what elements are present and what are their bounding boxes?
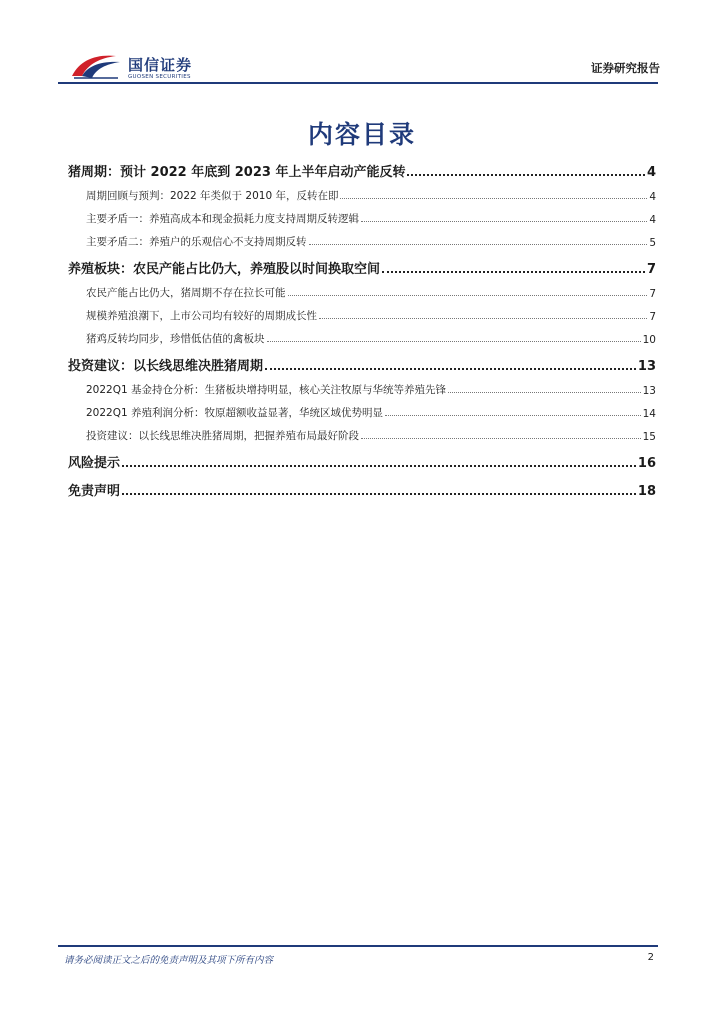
toc-leader-dots [361,438,641,439]
toc-entry-page: 18 [637,484,656,499]
toc-entry-page: 16 [637,456,656,471]
toc-entry-page: 7 [649,311,656,323]
report-type-label: 证券研究报告 [591,61,660,75]
guosen-logo [70,50,230,82]
toc-entry-page: 4 [649,191,656,203]
toc-leader-dots [448,392,641,393]
page-number: 2 [647,952,654,963]
footer-divider [58,945,658,947]
toc-entry-subsection[interactable] [68,420,656,443]
toc-entry-subsection[interactable] [68,300,656,323]
toc-entry-label: 农民产能占比仍大，猪周期不存在拉长可能 [86,287,286,299]
toc-entry-page: 4 [649,214,656,226]
toc-entry-subsection[interactable] [68,323,656,346]
toc-leader-dots [122,465,636,467]
toc-entry-label: 2022Q1 基金持仓分析：生猪板块增持明显，核心关注牧原与华统等养殖先锋 [86,384,447,396]
toc-title: 内容目录 [307,120,416,149]
toc-entry-page: 7 [646,262,656,277]
toc-entry-section[interactable] [68,346,656,374]
toc-entry-section[interactable] [68,152,656,180]
toc-leader-dots [361,221,647,222]
brand-name-en: GUOSEN SECURITIES [128,74,191,80]
toc-leader-dots [319,318,647,319]
toc-entry-page: 13 [642,385,656,397]
toc-entry-label: 猪周期：预计 2022 年底到 2023 年上半年启动产能反转 [68,165,406,180]
toc-entry-page: 7 [649,288,656,300]
toc-entry-label: 免责声明 [68,484,121,499]
toc-leader-dots [407,174,644,176]
toc-entry-page: 15 [642,431,656,443]
toc-entry-label: 规模养殖浪潮下，上市公司均有较好的周期成长性 [86,310,317,322]
page-header [60,44,660,84]
toc-entry-label: 2022Q1 养殖利润分析：牧原超额收益显著，华统区域优势明显 [86,407,384,419]
toc-leader-dots [382,271,645,273]
toc-entry-label: 投资建议：以长线思维决胜猪周期 [68,359,264,374]
toc-entry-label: 风险提示 [68,456,121,471]
disclaimer-note: 请务必阅读正文之后的免责声明及其项下所有内容 [64,955,274,966]
toc-leader-dots [340,198,647,199]
toc-entry-subsection[interactable] [68,203,656,226]
toc-leader-dots [288,295,648,296]
toc-entry-page: 5 [649,237,656,249]
guosen-logo-icon [70,52,122,80]
toc-entry-label: 猪鸡反转均同步，珍惜低估值的禽板块 [86,333,265,345]
toc-entry-subsection[interactable] [68,277,656,300]
toc-entry-label: 养殖板块：农民产能占比仍大，养殖股以时间换取空间 [68,262,381,277]
toc-entry-label: 投资建议：以长线思维决胜猪周期，把握养殖布局最好阶段 [86,430,359,442]
toc-entry-label: 主要矛盾二：养殖户的乐观信心不支持周期反转 [86,236,307,248]
toc-entry-section[interactable] [68,443,656,471]
toc-entry-label: 主要矛盾一：养殖高成本和现金损耗力度支持周期反转逻辑 [86,213,359,225]
toc-entry-page: 13 [637,359,656,374]
toc-entry-section[interactable] [68,471,656,499]
toc-entry-label: 周期回顾与预判：2022 年类似于 2010 年，反转在即 [86,190,339,202]
table-of-contents [68,152,656,499]
toc-entry-subsection[interactable] [68,226,656,249]
toc-entry-subsection[interactable] [68,374,656,397]
toc-leader-dots [309,244,648,245]
toc-leader-dots [267,341,641,342]
toc-entry-section[interactable] [68,249,656,277]
toc-entry-page: 10 [642,334,656,346]
toc-leader-dots [265,368,636,370]
toc-entry-page: 14 [642,408,656,420]
header-divider [58,82,658,84]
toc-entry-page: 4 [646,165,656,180]
toc-leader-dots [385,415,641,416]
toc-leader-dots [122,493,636,495]
toc-entry-subsection[interactable] [68,180,656,203]
brand-name-cn: 国信证券 [128,56,193,74]
toc-entry-subsection[interactable] [68,397,656,420]
